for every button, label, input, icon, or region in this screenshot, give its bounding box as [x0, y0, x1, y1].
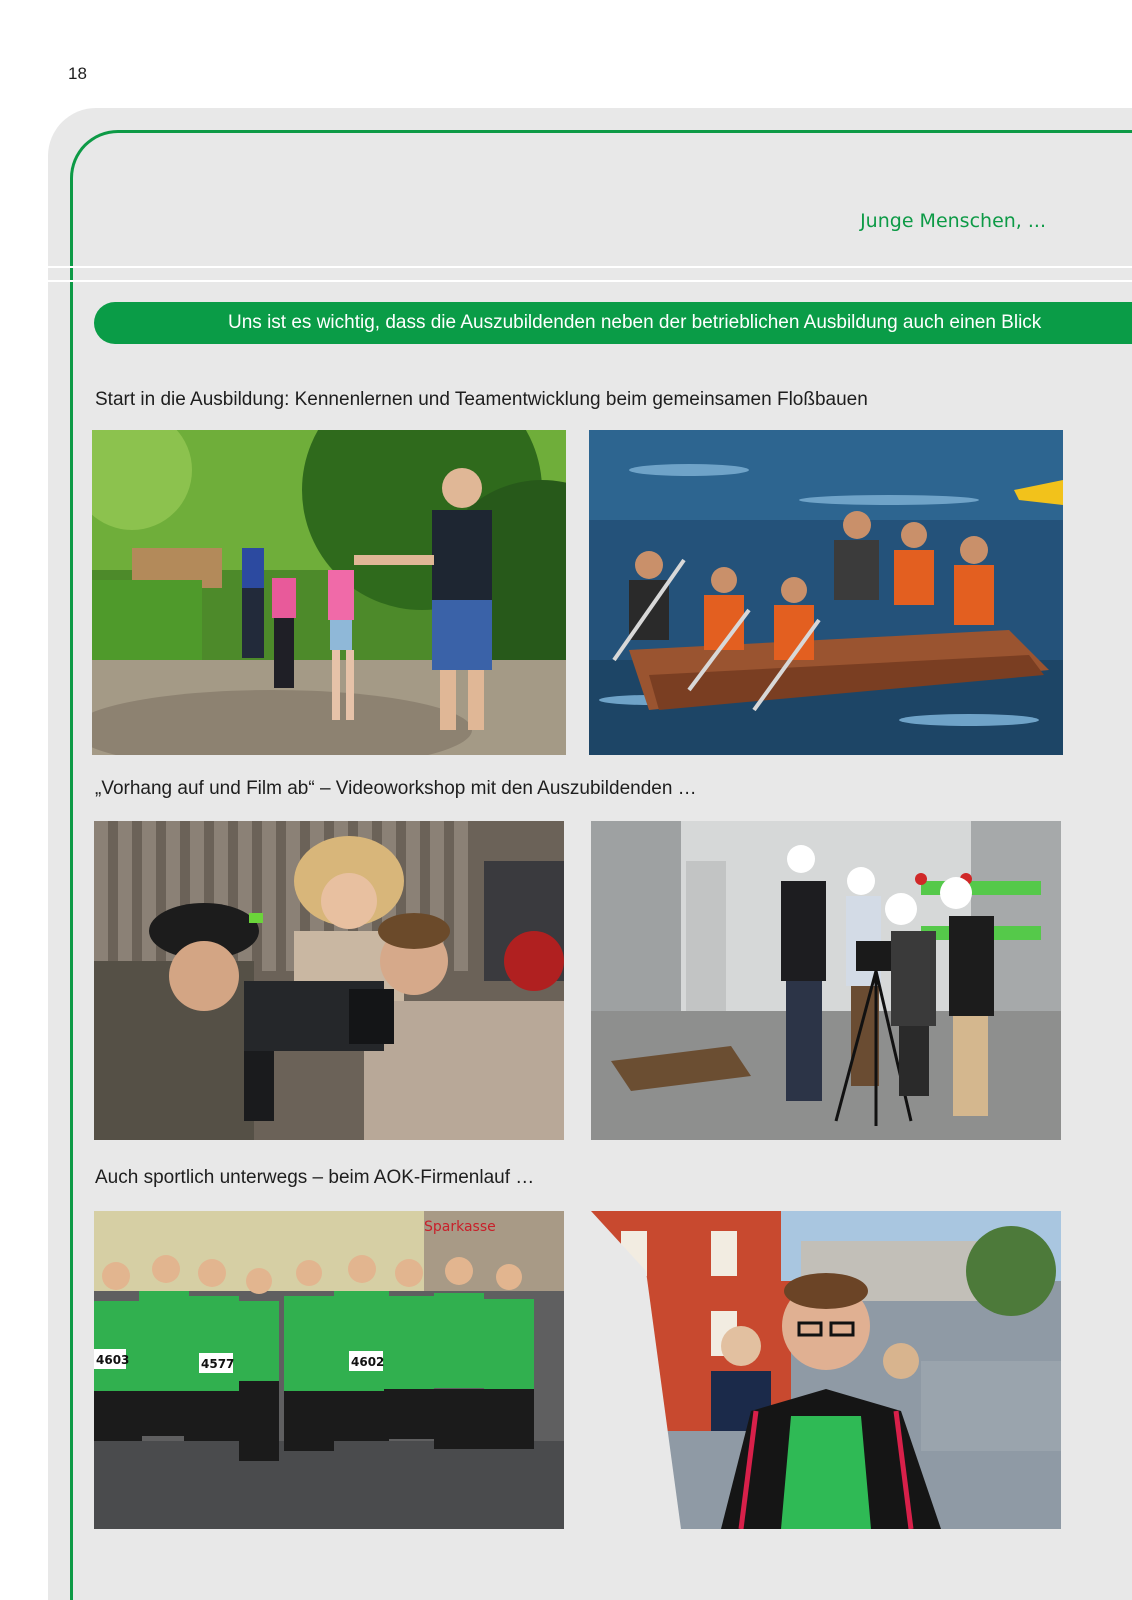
- shop-sign-text: Sparkasse: [424, 1219, 496, 1235]
- runner-bib-number: 4577: [201, 1357, 235, 1371]
- outdoor-team-game-photo: [92, 430, 566, 755]
- raft-paddling-photo: [589, 430, 1063, 755]
- caption-company-run: Auch sportlich unterwegs – beim AOK-Firmenlauf …: [95, 1167, 535, 1188]
- runner-portrait-photo: [591, 1211, 1061, 1529]
- divider-line: [48, 280, 1132, 282]
- caption-videoworkshop: „Vorhang auf und Film ab“ – Videoworkshop mit den Auszubildenden …: [95, 778, 697, 799]
- caption-teambuilding: Start in die Ausbildung: Kennenlernen und Teamentwicklung beim gemeinsamen Floßbauen: [95, 389, 868, 410]
- plant-room-filming-photo: [591, 821, 1061, 1140]
- intro-banner: [94, 302, 1132, 344]
- runner-bib-number: 4603: [96, 1353, 130, 1367]
- camera-operators-photo: [94, 821, 564, 1140]
- divider-line: [48, 266, 1132, 268]
- banner-text: Uns ist es wichtig, dass die Auszubildenden neben der betrieblichen Ausbildung auch einen Blick: [228, 312, 1042, 333]
- runner-bib-number: 4602: [351, 1355, 385, 1369]
- section-header-title: Junge Menschen, ...: [860, 210, 1046, 232]
- page-number: 18: [68, 64, 87, 83]
- runners-group-photo: [94, 1211, 564, 1529]
